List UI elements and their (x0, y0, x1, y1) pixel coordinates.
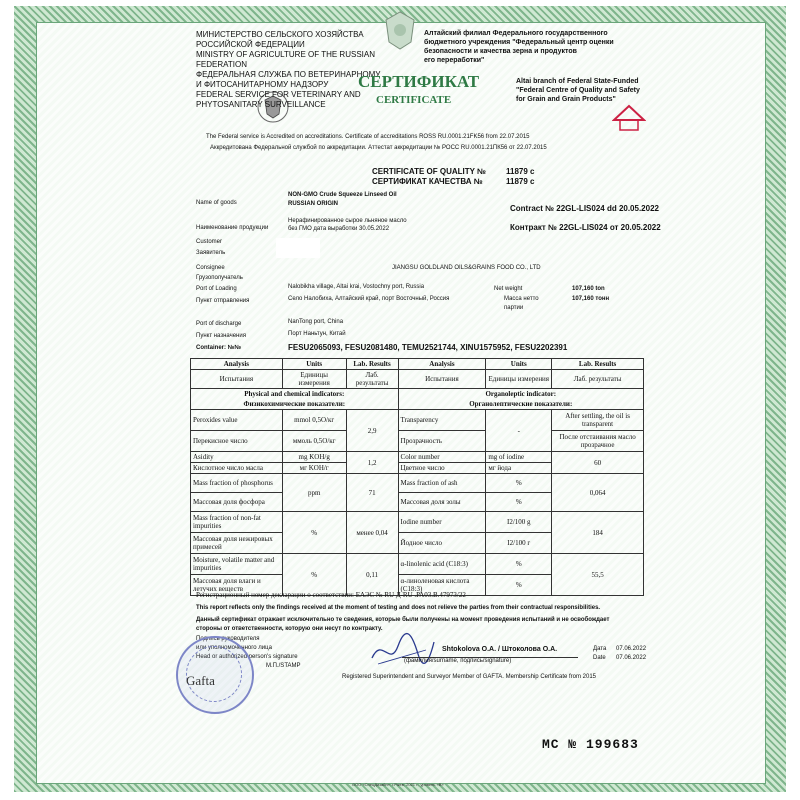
container-numbers: FESU2065093, FESU2081480, TEMU2521744, XINU1575952, FESU2202391 (288, 343, 568, 352)
field-value: JIANGSU GOLDLAND OILS&GRAINS FOOD CO., LTD (392, 265, 541, 271)
table-cell: % (486, 554, 552, 575)
header-left-line: PHYTOSANITARY SURVEILLANCE (196, 100, 326, 109)
table-cell: After settling, the oil is transparent (552, 410, 644, 431)
header-left-line: И ФИТОСАНИТАРНОМУ НАДЗОРУ (196, 80, 329, 89)
table-header-row (191, 359, 644, 370)
table-cell: Прозрачность (398, 431, 486, 452)
header-left-line: МИНИСТЕРСТВО СЕЛЬСКОГО ХОЗЯЙСТВА (196, 30, 364, 39)
report-disclaimer-en: This report reflects only the findings received at the moment of testing and does not relieve the parties from their contractual responsibilities. (196, 605, 601, 611)
cert-number-label-ru: СЕРТИФИКАТ КАЧЕСТВА № (372, 177, 483, 186)
table-cell: мг KOH/г (282, 463, 346, 474)
field-label: Name of goods (196, 200, 237, 206)
signer-caption: (фамилия/surname, подпись/signature) (404, 658, 512, 664)
section-row (191, 399, 644, 410)
header-right-line: Altai branch of Federal State-Funded (516, 78, 639, 85)
table-cell: % (486, 493, 552, 512)
field-value: Село Налобиха, Алтайский край, порт Восточный, Россия (288, 296, 450, 302)
accreditation-ru: Аккредитована Федеральной службой по аккредитации. Аттестат аккредитации № РОСС RU.0001.21ПК56 от 22.07.2015 (210, 145, 547, 151)
header-left-line: MINISTRY OF AGRICULTURE OF THE RUSSIAN (196, 50, 375, 59)
table-cell: мг йода (486, 463, 552, 474)
section-title: Organoleptic indicator: (398, 389, 643, 400)
declaration-text: Регистрационный номер декларации о соответствии: ЕАЭС № RU Д-RU .РА03.В.47973/22 (196, 591, 466, 599)
table-cell: Перекисное число (191, 431, 283, 452)
table-cell: mmol 0,5O/кг (282, 410, 346, 431)
field-value: NON-GMO Crude Squeeze Linseed Oil (288, 192, 397, 198)
signature-caption-ru: Подпись руководителя (196, 636, 260, 642)
field-label: Пункт назначения (196, 333, 246, 339)
field-label: Масса нетто (504, 296, 539, 302)
table-cell: 0,064 (552, 474, 644, 512)
header-right-line: "Federal Centre of Quality and Safety (516, 87, 640, 94)
signer-name: Shtokolova O.A. / Штоколова О.А. (442, 646, 558, 653)
federal-centre-logo-icon (612, 102, 646, 132)
table-cell: менее 0,04 (346, 512, 398, 554)
cert-number-label-en: CERTIFICATE OF QUALITY № (372, 167, 486, 176)
table-cell: % (486, 474, 552, 493)
gafta-logo: Gafta (186, 673, 215, 688)
table-cell: ммоль 0,5O/кг (282, 431, 346, 452)
header-cell: Analysis (398, 359, 486, 370)
gafta-membership-note: Registered Superintendent and Surveyor Member of GAFTA. Membership Certificate from 2015 (342, 674, 597, 680)
table-cell: Массовая доля фосфора (191, 493, 283, 512)
table-cell: 60 (552, 452, 644, 474)
header-left-line: РОССИЙСКОЙ ФЕДЕРАЦИИ (196, 40, 305, 49)
table-cell: mg KOH/g (282, 452, 346, 463)
serial-number: МС № 199683 (542, 737, 639, 752)
table-cell: % (282, 554, 346, 596)
field-value: Nalobikha village, Altai krai, Vostochny port, Russia (288, 284, 425, 290)
lab-results-table (190, 358, 644, 596)
table-cell: mg of iodine (486, 452, 552, 463)
field-value: Нерафинированное сырое льняное масло (288, 218, 407, 224)
table-cell: После отстаивания масло прозрачное (552, 431, 644, 452)
header-cell: Analysis (191, 359, 283, 370)
table-cell: Йодное число (398, 533, 486, 554)
date-label: Date (593, 655, 606, 661)
header-cell: Единицы измерения (282, 370, 346, 389)
table-cell: Iodine number (398, 512, 486, 533)
header-cell: Лаб. результаты (552, 370, 644, 389)
header-cell: Лаб. результаты (346, 370, 398, 389)
table-cell: % (282, 512, 346, 554)
section-title: Физикохимические показатели: (191, 399, 399, 410)
cert-number-value: 11879 с (506, 177, 535, 186)
table-row (191, 512, 644, 533)
field-label: Consignee (196, 265, 225, 271)
table-cell: Asidity (191, 452, 283, 463)
table-header-row (191, 370, 644, 389)
field-label: Грузополучатель (196, 275, 243, 281)
contract-en: Contract № 22GL-LIS024 dd 20.05.2022 (510, 204, 659, 213)
table-cell: ppm (282, 474, 346, 512)
table-cell: α-linolenic acid (C18:3) (398, 554, 486, 575)
table-cell: Кислотное число масла (191, 463, 283, 474)
header-left-line: ФЕДЕРАЛЬНАЯ СЛУЖБА ПО ВЕТЕРИНАРНОМУ (196, 70, 381, 79)
field-label: Net weight (494, 286, 523, 292)
header-cell: Units (282, 359, 346, 370)
table-cell: Массовая доля золы (398, 493, 486, 512)
header-cell: Испытания (398, 370, 486, 389)
section-row (191, 389, 644, 400)
table-cell: α-линоленовая кислота (C18:3) (398, 575, 486, 596)
table-row (191, 431, 644, 452)
header-cell: Lab. Results (346, 359, 398, 370)
stamp-label: М.П./STAMP (266, 663, 301, 669)
certificate-title-en: CERTIFICATE (376, 94, 452, 106)
header-cell: Lab. Results (552, 359, 644, 370)
header-right-line: его переработки" (424, 57, 485, 64)
printer-imprint: ООО «СпецДизайн», г.Ржев, 2021 г., уровень «В» (352, 782, 444, 787)
table-cell: 1,2 (346, 452, 398, 474)
table-row (191, 554, 644, 575)
contract-ru: Контракт № 22GL-LIS024 от 20.05.2022 (510, 223, 661, 232)
table-row (191, 410, 644, 431)
date-value: 07.06.2022 (616, 655, 647, 661)
table-cell: I2/100 г (486, 533, 552, 554)
section-title: Органолептические показатели: (398, 399, 643, 410)
table-cell: Цветное число (398, 463, 486, 474)
field-label: партии (504, 305, 524, 311)
field-value: NanTong port, China (288, 319, 344, 325)
date-value: 07.06.2022 (616, 646, 647, 652)
table-cell: % (486, 575, 552, 596)
field-value: 107,160 тонн (572, 296, 610, 302)
handwritten-signature (368, 628, 438, 672)
header-right-line: Алтайский филиал Федерального государственного (424, 30, 608, 37)
table-cell: Transparency (398, 410, 486, 431)
report-disclaimer-ru: Данный сертификат отражает исключительно те сведения, которые были получены на момент проведения испытаний и не освобождает (196, 617, 610, 623)
table-cell: Массовая доля влаги и летучих веществ (191, 575, 283, 596)
field-label: Container: №№ (196, 345, 242, 351)
field-value: 107,160 ton (572, 286, 605, 292)
signature-caption-en: Head or authorized person's signature (196, 654, 298, 660)
table-row (191, 452, 644, 463)
table-cell: Массовая доля нежировых примесей (191, 533, 283, 554)
signature-caption-ru: или уполномоченного лица (196, 645, 272, 651)
header-cell: Units (486, 359, 552, 370)
field-label: Пункт отправления (196, 298, 250, 304)
table-cell: 0,11 (346, 554, 398, 596)
header-right-line: for Grain and Grain Products" (516, 96, 616, 103)
field-label: Port of Loading (196, 286, 237, 292)
section-title: Physical and chemical indicators: (191, 389, 399, 400)
field-label: Заявитель (196, 250, 226, 256)
header-right-line: безопасности и качества зерна и продуктов (424, 48, 577, 55)
table-cell: - (486, 410, 552, 452)
table-cell: 2,9 (346, 410, 398, 452)
table-row (191, 474, 644, 493)
header-right-line: бюджетного учреждения "Федеральный центр оценки (424, 39, 614, 46)
field-label: Port of discharge (196, 321, 242, 327)
table-cell: Mass fraction of ash (398, 474, 486, 493)
redacted-box (276, 238, 320, 258)
table-cell: Moisture, volatile matter and impurities (191, 554, 283, 575)
table-cell: 71 (346, 474, 398, 512)
field-value: Порт Наньтун, Китай (288, 331, 346, 337)
table-cell: I2/100 g (486, 512, 552, 533)
header-cell: Испытания (191, 370, 283, 389)
field-label: Наименование продукции (196, 225, 269, 231)
table-cell: 55,5 (552, 554, 644, 596)
field-value: RUSSIAN ORIGIN (288, 201, 339, 207)
header-cell: Единицы измерения (486, 370, 552, 389)
date-label: Дата (593, 646, 607, 652)
field-label: Customer (196, 239, 223, 245)
field-value: без ГМО дата выработки 30.05.2022 (288, 226, 390, 232)
table-cell: Peroxides value (191, 410, 283, 431)
table-cell: Mass fraction of phosphorus (191, 474, 283, 493)
table-cell: Color number (398, 452, 486, 463)
header-left-line: FEDERAL SERVICE FOR VETERINARY AND (196, 90, 361, 99)
cert-number-value: 11879 с (506, 167, 535, 176)
coat-of-arms-icon (378, 8, 422, 52)
table-cell: 184 (552, 512, 644, 554)
header-left-line: FEDERATION (196, 60, 247, 69)
accreditation-en: The Federal service is Accredited on accreditations. Certificate of accreditations ROSS RU.0001.21FK56 from 22.07.2015 (206, 134, 530, 140)
report-disclaimer-ru: стороны от ответственности, которую они несут по контракту. (196, 626, 383, 632)
table-cell: Mass fraction of non-fat impurities (191, 512, 283, 533)
certificate-title-ru: СЕРТИФИКАТ (358, 72, 480, 91)
